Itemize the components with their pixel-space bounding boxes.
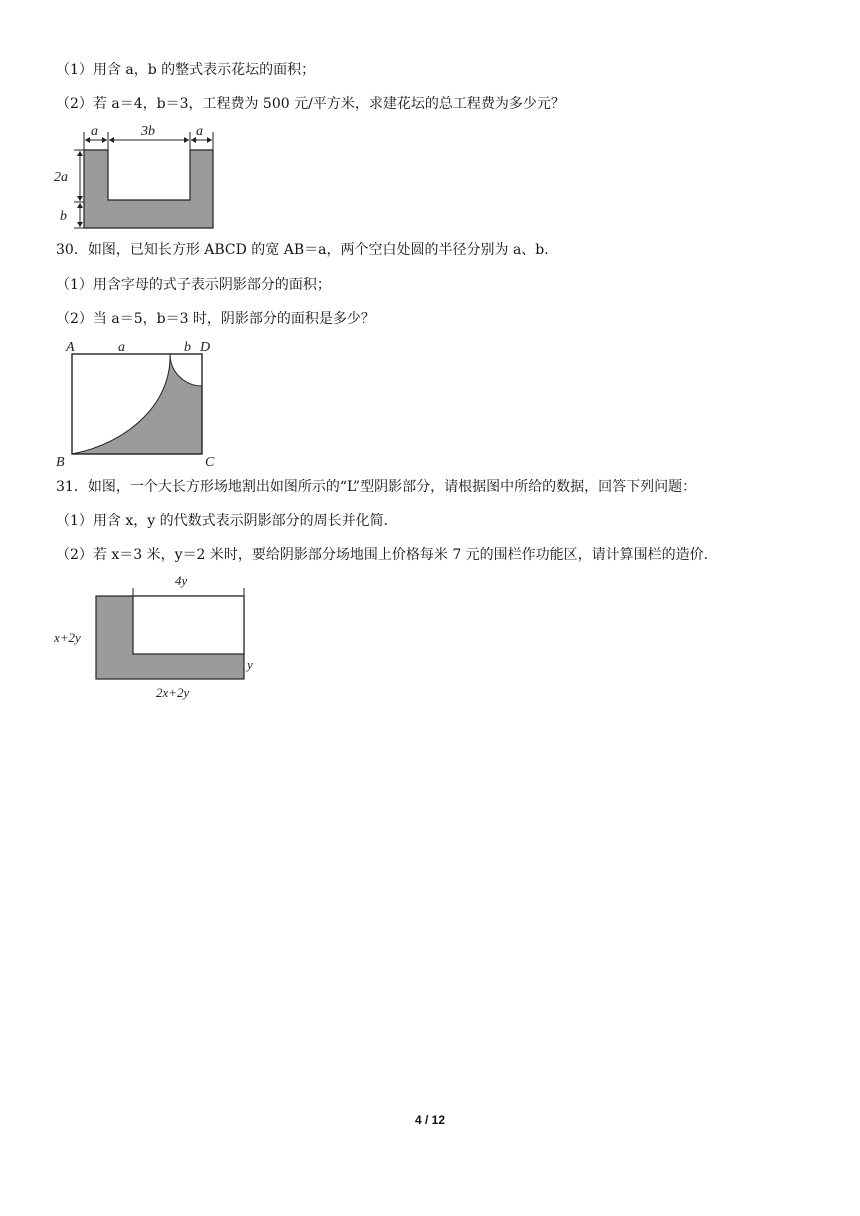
vertex-B: B — [56, 455, 65, 470]
figure-flower-bed — [52, 120, 222, 232]
fig2-label-a: a — [118, 340, 125, 355]
fig3-label-x2y: x+2y — [54, 630, 81, 645]
fig1-label-3b: 3b — [141, 124, 155, 139]
fig3-label-y: y — [247, 657, 253, 672]
question-30-part-2: （2）当 a＝5，b＝3 时，阴影部分的面积是多少？ — [56, 311, 375, 327]
fig2-label-b: b — [184, 340, 191, 355]
vertex-D: D — [200, 340, 211, 355]
question-31-part-1: （1）用含 x，y 的代数式表示阴影部分的周长并化简． — [56, 513, 398, 529]
fig1-label-a-left: a — [91, 124, 98, 139]
figure-l-shape — [52, 570, 267, 705]
flower-bed-shape — [84, 150, 213, 228]
question-29-part-2: （2）若 a＝4，b＝3，工程费为 500 元/平方米，求建花坛的总工程费为多少元？ — [56, 96, 565, 112]
question-29-part-1: （1）用含 a，b 的整式表示花坛的面积； — [56, 62, 316, 78]
inner-white-rectangle — [133, 596, 244, 654]
vertex-A: A — [66, 340, 75, 355]
page-number: 4 / 12 — [414, 1113, 446, 1127]
shaded-region — [72, 354, 202, 454]
question-31-stem: 31．如图，一个大长方形场地割出如图所示的“L”型阴影部分，请根据图中所给的数据，回答下列问题： — [56, 479, 697, 495]
question-30-stem: 30．如图，已知长方形 ABCD 的宽 AB＝a，两个空白处圆的半径分别为 a、b． — [56, 242, 559, 258]
fig1-label-b: b — [60, 209, 67, 224]
question-30-part-1: （1）用含字母的式子表示阴影部分的面积； — [56, 277, 331, 293]
fig1-label-a-right: a — [196, 124, 203, 139]
fig3-label-4y: 4y — [175, 573, 188, 588]
vertex-C: C — [205, 455, 215, 470]
fig3-label-2x2y: 2x+2y — [156, 685, 190, 700]
figure-rectangle-abcd — [52, 336, 227, 470]
fig1-label-2a: 2a — [54, 170, 68, 185]
question-31-part-2: （2）若 x＝3 米，y＝2 米时，要给阴影部分场地围上价格每米 7 元的围栏作功能区，请计算围栏的造价． — [56, 547, 718, 563]
